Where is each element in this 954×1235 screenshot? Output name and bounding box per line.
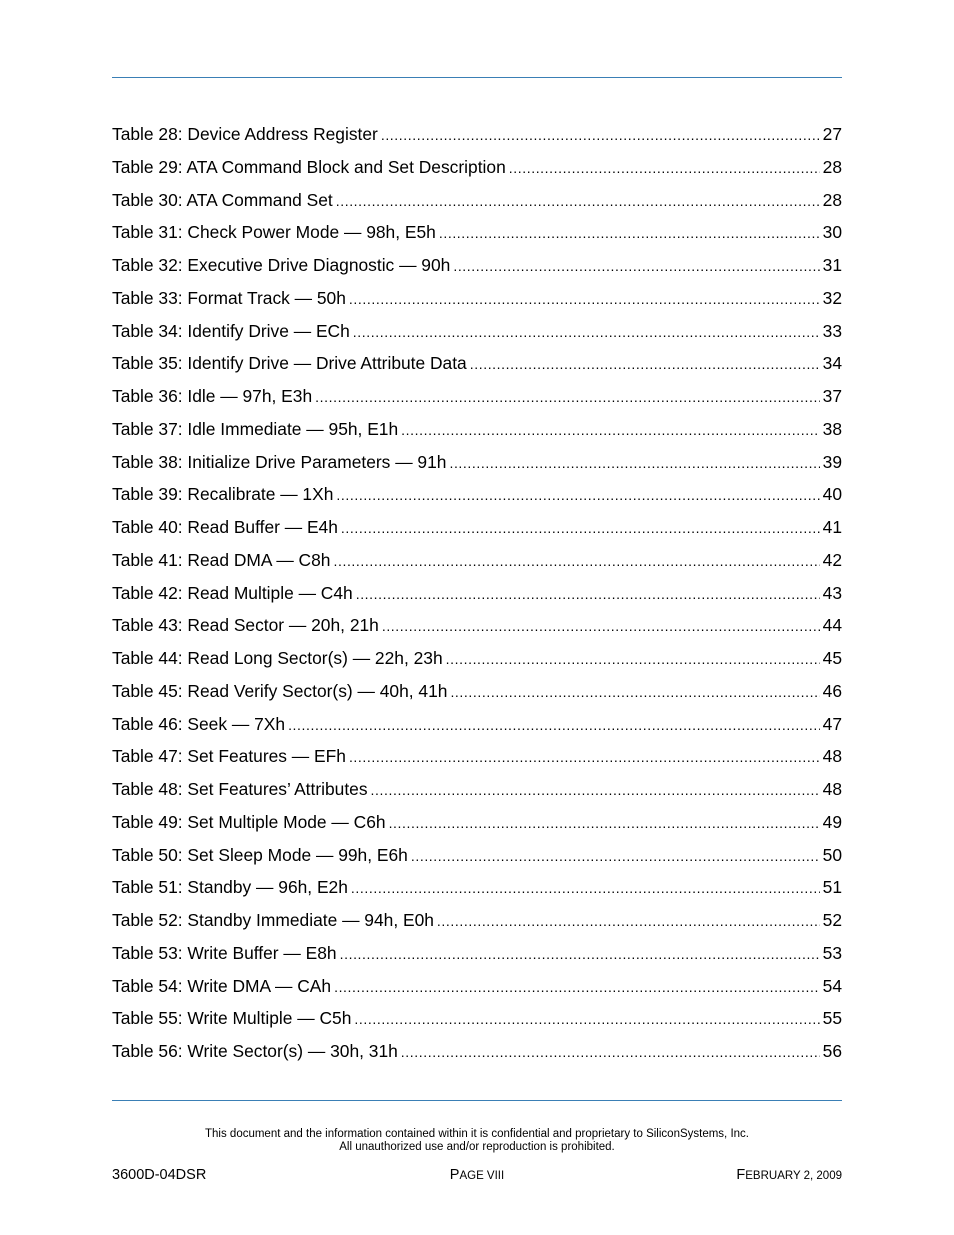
toc-leader-dots: [315, 381, 820, 414]
toc-entry-page: 54: [822, 975, 842, 996]
toc-entry-title: Table 30: ATA Command Set: [112, 189, 333, 210]
toc-entry[interactable]: [112, 151, 842, 184]
toc-entry-page: 34: [822, 353, 842, 374]
toc-entry-title: Table 34: Identify Drive — ECh: [112, 320, 350, 341]
confidentiality-notice-line-2: All unauthorized use and/or reproduction is prohibited.: [339, 1141, 615, 1153]
toc-entry-page: 48: [822, 779, 842, 799]
toc-entry[interactable]: [112, 446, 842, 479]
toc-entry-page: 51: [822, 877, 842, 898]
toc-entry-title: Table 52: Standby Immediate — 94h, E0h: [112, 910, 434, 930]
toc-entry-page: 39: [822, 451, 842, 472]
toc-leader-dots: [389, 807, 820, 840]
toc-entry-title: Table 45: Read Verify Sector(s) — 40h, 41h: [112, 680, 448, 701]
toc-entry-title: Table 32: Executive Drive Diagnostic — 90h: [112, 255, 451, 275]
toc-entry[interactable]: [112, 904, 842, 937]
toc-entry[interactable]: [112, 642, 842, 675]
toc-leader-dots: [336, 479, 819, 512]
toc-entry[interactable]: [112, 839, 842, 872]
page-footer: [112, 1167, 842, 1185]
document-id: 3600D-04DSR: [112, 1167, 207, 1183]
toc-leader-dots: [341, 512, 820, 545]
toc-entry-page: 32: [822, 287, 842, 308]
toc-leader-dots: [509, 152, 820, 185]
toc-entry-title: Table 56: Write Sector(s) — 30h, 31h: [112, 1041, 398, 1061]
table-of-contents: [112, 118, 842, 1068]
toc-entry[interactable]: [112, 544, 842, 577]
toc-entry[interactable]: [112, 1035, 842, 1068]
toc-entry-page: 48: [822, 746, 842, 767]
page-number: [112, 1167, 842, 1183]
confidentiality-notice-line-1: This document and the information contained within it is confidential and proprietary to SiliconSystems, Inc.: [205, 1128, 749, 1140]
toc-entry[interactable]: [112, 347, 842, 380]
toc-entry[interactable]: [112, 118, 842, 151]
toc-leader-dots: [349, 741, 820, 774]
toc-entry-page: 42: [822, 549, 842, 570]
toc-entry[interactable]: [112, 806, 842, 839]
toc-leader-dots: [439, 217, 820, 250]
toc-leader-dots: [334, 971, 820, 1004]
header-rule: [112, 77, 842, 78]
toc-entry[interactable]: [112, 216, 842, 249]
page-number-rest: AGE VIII: [459, 1170, 505, 1182]
toc-entry-page: 33: [822, 320, 842, 341]
footer-rule: [112, 1100, 842, 1101]
toc-entry-title: Table 33: Format Track — 50h: [112, 287, 346, 308]
toc-leader-dots: [333, 545, 819, 578]
confidentiality-notice: [112, 1128, 842, 1154]
toc-entry-title: Table 31: Check Power Mode — 98h, E5h: [112, 222, 436, 243]
toc-entry-title: Table 37: Idle Immediate — 95h, E1h: [112, 418, 399, 439]
toc-leader-dots: [349, 283, 820, 316]
toc-entry[interactable]: [112, 773, 842, 806]
toc-entry-page: 50: [822, 844, 842, 865]
toc-entry-title: Table 44: Read Long Sector(s) — 22h, 23h: [112, 648, 443, 668]
toc-leader-dots: [401, 414, 820, 447]
toc-entry[interactable]: [112, 609, 842, 642]
toc-entry-page: 46: [822, 680, 842, 701]
toc-entry[interactable]: [112, 315, 842, 348]
toc-entry[interactable]: [112, 511, 842, 544]
toc-entry[interactable]: [112, 184, 842, 217]
toc-leader-dots: [353, 316, 820, 349]
toc-leader-dots: [437, 905, 820, 938]
toc-entry[interactable]: [112, 970, 842, 1003]
toc-leader-dots: [446, 643, 820, 676]
toc-entry-page: 38: [822, 418, 842, 439]
toc-entry-title: Table 47: Set Features — EFh: [112, 746, 346, 767]
toc-entry-page: 55: [822, 1008, 842, 1029]
toc-leader-dots: [351, 872, 820, 905]
document-date: [736, 1167, 842, 1183]
toc-entry-title: Table 43: Read Sector — 20h, 21h: [112, 615, 379, 636]
toc-entry-page: 53: [822, 942, 842, 963]
toc-entry-title: Table 28: Device Address Register: [112, 124, 378, 144]
toc-entry-page: 49: [822, 811, 842, 832]
toc-leader-dots: [453, 250, 819, 283]
toc-leader-dots: [340, 938, 820, 971]
toc-entry-title: Table 49: Set Multiple Mode — C6h: [112, 811, 386, 832]
toc-entry[interactable]: [112, 740, 842, 773]
toc-entry-page: 28: [822, 156, 842, 177]
toc-entry-page: 41: [822, 517, 842, 537]
toc-entry[interactable]: [112, 871, 842, 904]
toc-entry-page: 43: [822, 582, 842, 603]
toc-entry[interactable]: [112, 413, 842, 446]
toc-entry-page: 52: [822, 910, 842, 930]
toc-entry[interactable]: [112, 937, 842, 970]
toc-entry-title: Table 35: Identify Drive — Drive Attribute Data: [112, 353, 467, 374]
toc-leader-dots: [382, 610, 820, 643]
toc-entry-page: 28: [822, 189, 842, 210]
toc-leader-dots: [450, 676, 819, 709]
toc-entry-page: 30: [822, 222, 842, 243]
toc-entry-page: 27: [822, 124, 842, 144]
toc-entry[interactable]: [112, 282, 842, 315]
toc-entry-title: Table 55: Write Multiple — C5h: [112, 1008, 352, 1029]
document-date-rest: EBRUARY 2, 2009: [745, 1170, 842, 1182]
toc-entry-title: Table 50: Set Sleep Mode — 99h, E6h: [112, 844, 408, 865]
toc-entry[interactable]: [112, 708, 842, 741]
toc-entry-title: Table 48: Set Features’ Attributes: [112, 779, 368, 799]
toc-entry-page: 47: [822, 713, 842, 734]
toc-entry-page: 40: [822, 484, 842, 505]
toc-entry-page: 45: [822, 648, 842, 668]
toc-entry-page: 31: [822, 255, 842, 275]
toc-leader-dots: [356, 578, 820, 611]
page-number-initial: P: [449, 1167, 460, 1183]
toc-leader-dots: [354, 1003, 819, 1036]
toc-entry-title: Table 51: Standby — 96h, E2h: [112, 877, 348, 898]
toc-entry-page: 44: [822, 615, 842, 636]
toc-entry[interactable]: [112, 478, 842, 511]
toc-entry-title: Table 40: Read Buffer — E4h: [112, 517, 338, 537]
toc-entry[interactable]: [112, 1002, 842, 1035]
toc-entry[interactable]: [112, 675, 842, 708]
toc-entry-page: 37: [822, 386, 842, 406]
document-date-initial: F: [736, 1167, 746, 1183]
toc-leader-dots: [336, 185, 820, 218]
toc-leader-dots: [411, 840, 820, 873]
toc-leader-dots: [401, 1036, 820, 1069]
toc-entry-title: Table 42: Read Multiple — C4h: [112, 582, 353, 603]
toc-entry-title: Table 29: ATA Command Block and Set Description: [112, 156, 506, 177]
toc-leader-dots: [371, 774, 820, 807]
toc-entry-title: Table 36: Idle — 97h, E3h: [112, 386, 313, 406]
toc-entry-title: Table 46: Seek — 7Xh: [112, 713, 286, 734]
toc-entry-title: Table 53: Write Buffer — E8h: [112, 942, 337, 963]
toc-leader-dots: [449, 447, 819, 480]
toc-entry-title: Table 38: Initialize Drive Parameters — 91h: [112, 451, 447, 472]
toc-leader-dots: [470, 348, 820, 381]
toc-entry-title: Table 41: Read DMA — C8h: [112, 549, 331, 570]
toc-leader-dots: [288, 709, 820, 742]
toc-entry[interactable]: [112, 577, 842, 610]
toc-entry-page: 56: [822, 1041, 842, 1061]
toc-entry-title: Table 39: Recalibrate — 1Xh: [112, 484, 334, 505]
toc-entry[interactable]: [112, 249, 842, 282]
toc-entry[interactable]: [112, 380, 842, 413]
toc-leader-dots: [381, 119, 820, 152]
toc-entry-title: Table 54: Write DMA — CAh: [112, 975, 332, 996]
